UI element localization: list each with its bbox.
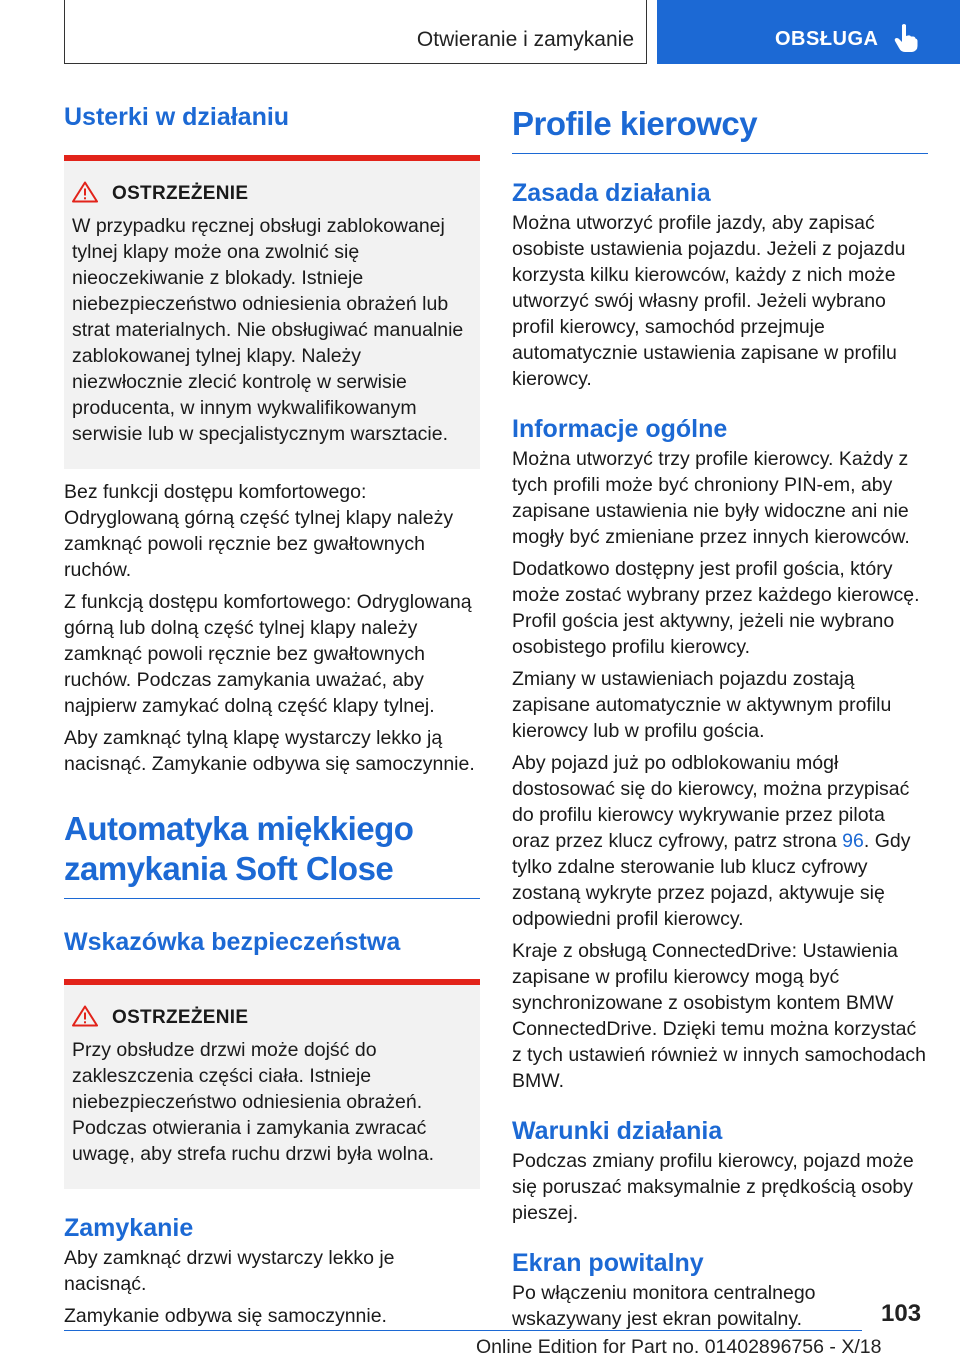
warning-triangle-icon <box>72 1005 98 1032</box>
left-column <box>64 96 480 1329</box>
general-heading: Informacje ogólne <box>512 415 728 443</box>
closing-paragraph-2: Zamykanie odbywa się samoczynnie. <box>64 1305 387 1327</box>
paragraph-tailgate-close: Aby zamknąć tylną klapę wystarczy lekko ją nacisnąć. Zamykanie odbywa się samoczynnie. <box>64 727 475 775</box>
closing-paragraph-1: Aby zamknąć drzwi wystarczy lekko je nacisnąć. <box>64 1247 395 1295</box>
closing-heading: Zamykanie <box>64 1214 194 1242</box>
safety-heading: Wskazówka bezpieczeństwa <box>64 928 401 956</box>
right-column <box>512 96 928 1332</box>
chapter-title: Otwieranie i zamykanie <box>416 28 634 51</box>
footer-edition: Online Edition for Part no. 01402896756 - X/18 <box>476 1336 882 1358</box>
paragraph-comfort-access: Z funkcją dostępu komfortowego: Odryglowaną górną lub dolną część tylnej klapy należy zamknąć powoli ręcznie bez gwałtownych ruchów. Podczas zamykania uważać, aby najpierw zamykać dolną część klapy tylnej. <box>64 591 472 717</box>
warning-triangle-icon <box>72 181 98 208</box>
header-chapter-box <box>64 0 647 64</box>
general-paragraph-2: Dodatkowo dostępny jest profil gościa, który może zostać wybrany przez każdego kierowcę. Profil gościa jest aktywny, jeżeli nie wybrano osobistego profilu kierowcy. <box>512 558 920 658</box>
general-paragraph-3: Zmiany w ustawieniach pojazdu zostają zapisane automatycznie w aktywnym profilu kierowcy lub w profilu gościa. <box>512 668 892 742</box>
warning-title: OSTRZEŻENIE <box>112 183 249 204</box>
paragraph-text: . Gdy tylko zdalne sterowanie lub klucz cyfrowy zostaną wykryte przez pojazd, aktywuje się odpowiedni profil kierowcy. <box>512 830 911 930</box>
header-section-tab <box>657 0 960 64</box>
profiles-heading: Profile kierowcy <box>512 105 758 142</box>
welcome-text: Po włączeniu monitora centralnego wskazywany jest ekran powitalny. <box>512 1282 816 1330</box>
warning-title: OSTRZEŻENIE <box>112 1007 249 1028</box>
softclose-heading: Automatyka miękkiego zamykania Soft Close <box>64 810 414 887</box>
heading-rule <box>64 898 480 899</box>
page-number: 103 <box>881 1300 922 1327</box>
general-paragraph-1: Można utworzyć trzy profile kierowcy. Każdy z tych profili może być chroniony PIN-em, aby zapisane ustawienia nie były widoczne ani nie mogły być zmieniane przez innych kierowców. <box>512 448 910 548</box>
paragraph-no-comfort-access: Bez funkcji dostępu komfortowego: Odryglowaną górną część tylnej klapy należy zamknąć powoli ręcznie bez gwałtownych ruchów. <box>64 481 454 581</box>
warning-box-doors <box>64 979 480 1189</box>
heading-rule <box>512 153 928 154</box>
pointing-hand-icon <box>894 23 918 58</box>
general-paragraph-5: Kraje z obsługą ConnectedDrive: Ustawienia zapisane w profilu kierowcy mogą być synchronizowane z osobistym kontem BMW ConnectedDrive. Dzięki temu można korzystać z tych ustawień również w innych samochodach BMW. <box>512 940 927 1092</box>
warning-text: W przypadku ręcznej obsługi zablokowanej tylnej klapy może ona zwolnić się nieoczekiwanie z blokady. Istnieje niebezpieczeństwo odniesienia obrażeń lub strat materialnych. Nie obsługiwać manualnie zablokowanej tylnej klapy. Należy niezwłocznie zlecić kontrolę w serwisie producenta, w innym wykwalifikowanym serwisie lub w specjalistycznym warsztacie. <box>72 215 464 445</box>
welcome-heading: Ekran powitalny <box>512 1249 704 1277</box>
paragraph-text: Aby pojazd już po odblokowaniu mógł dostosować się do kierowcy, można przypisać do profilu kierowcy wykrywanie przez pilota oraz przez klucz cyfrowy, patrz strona <box>512 752 910 852</box>
warning-box-tailgate <box>64 155 480 469</box>
conditions-heading: Warunki działania <box>512 1117 723 1145</box>
malfunction-heading: Usterki w działaniu <box>64 103 290 131</box>
principle-heading: Zasada działania <box>512 179 711 207</box>
conditions-text: Podczas zmiany profilu kierowcy, pojazd może się poruszać maksymalnie z prędkością osoby pieszej. <box>512 1150 914 1224</box>
footer-rule <box>64 1330 862 1331</box>
section-title: OBSŁUGA <box>775 28 879 50</box>
page-link[interactable]: 96 <box>842 830 864 852</box>
general-paragraph-4 <box>512 750 928 932</box>
principle-text: Można utworzyć profile jazdy, aby zapisać osobiste ustawienia pojazdu. Jeżeli z pojazdu korzysta kilku kierowców, każdy z nich może utworzyć swój własny profil. Jeżeli wybrano profil kierowcy, samochód przejmuje automatycznie ustawienia zapisane w profilu kierowcy. <box>512 212 906 390</box>
warning-text: Przy obsłudze drzwi może dojść do zakleszczenia części ciała. Istnieje niebezpieczeństwo odniesienia obrażeń. Podczas otwierania i zamykania zwracać uwagę, aby strefa ruchu drzwi była wolna. <box>72 1039 435 1165</box>
